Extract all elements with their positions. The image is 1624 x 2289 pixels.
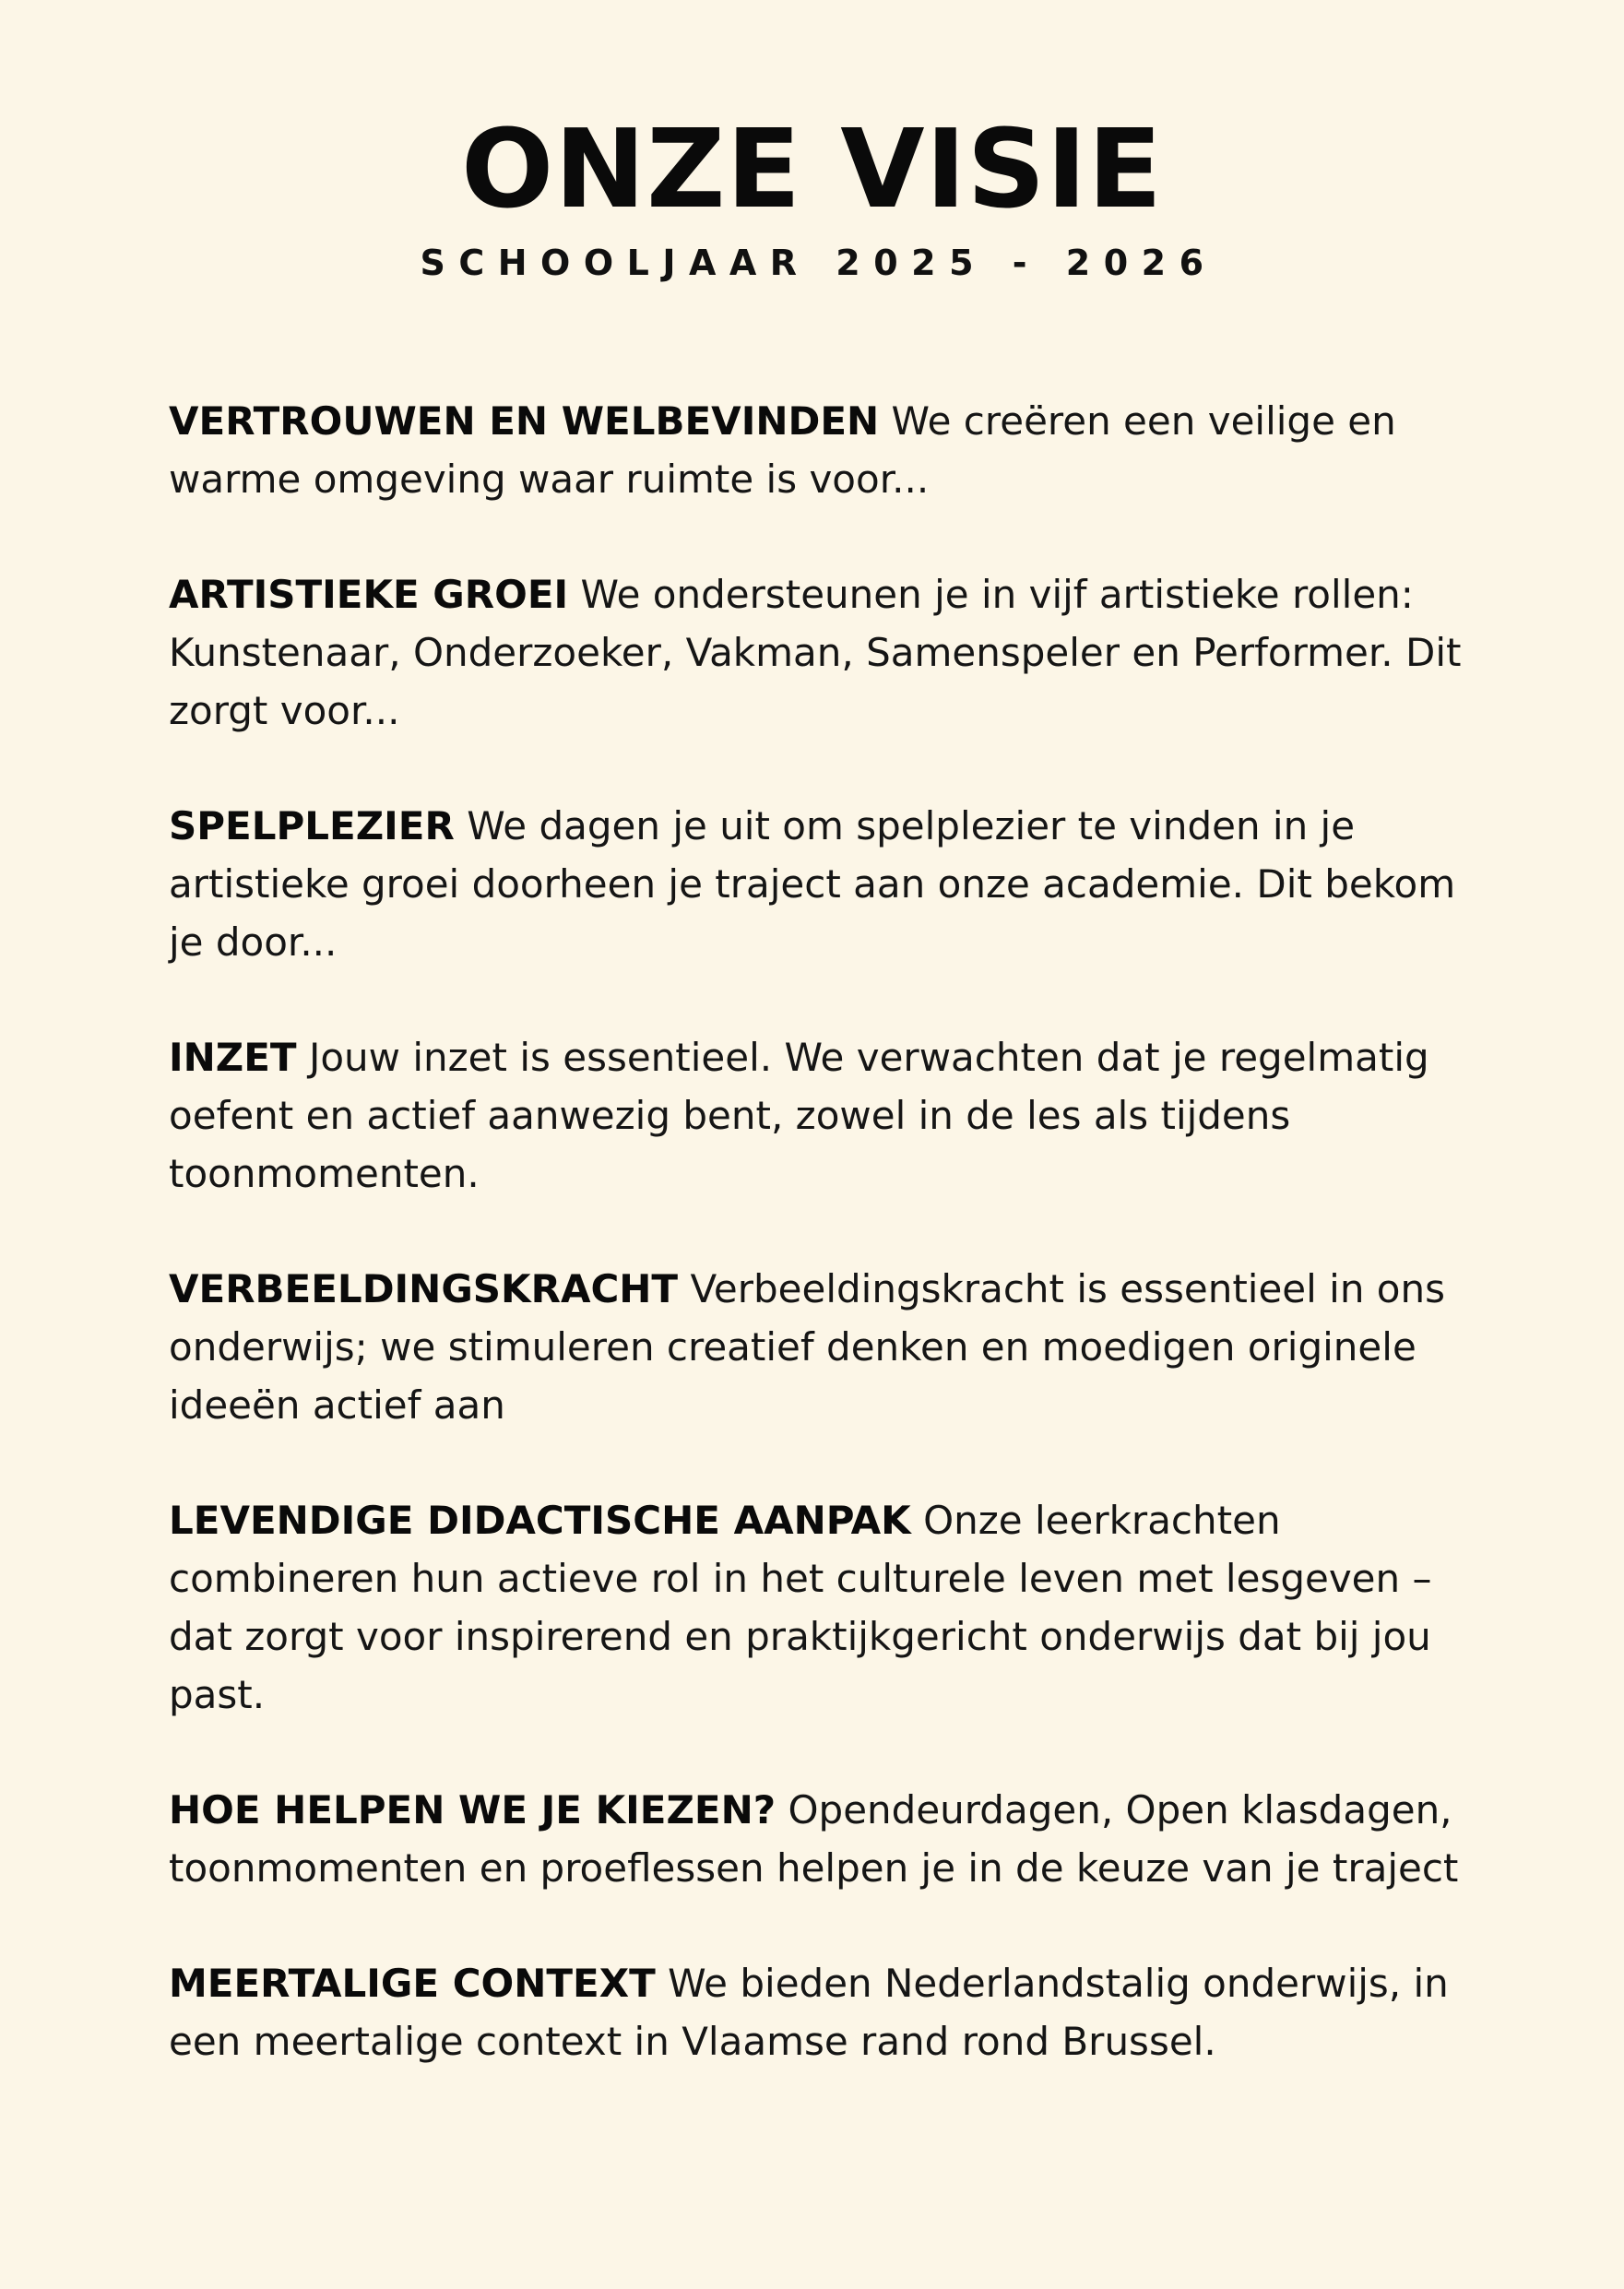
section-text: We ondersteunen je in vijf artistieke rollen: Kunstenaar, Onderzoeker, Vakman, Samenspeler en Performer. Dit zorgt voor... xyxy=(169,572,1462,733)
section-heading: ARTISTIEKE GROEI xyxy=(169,572,569,617)
section-heading: HOE HELPEN WE JE KIEZEN? xyxy=(169,1787,776,1832)
section-text: We bieden Nederlandstalig onderwijs, in een meertalige context in Vlaamse rand rond Brussel. xyxy=(169,1961,1449,2064)
section-didactische-aanpak xyxy=(169,1491,1478,1724)
section-text: Onze leerkrachten combineren hun actieve rol in het culturele leven met lesgeven – dat zorgt voor inspirerend en praktijkgericht onderwijs dat bij jou past. xyxy=(169,1498,1432,1717)
section-heading: INZET xyxy=(169,1035,297,1080)
page-title: ONZE VISIE xyxy=(460,105,1164,232)
page-subtitle: SCHOOLJAAR 2025 - 2026 xyxy=(420,243,1217,283)
section-text: Opendeurdagen, Open klasdagen, toonmomenten en proeflessen helpen je in de keuze van je traject xyxy=(169,1787,1459,1891)
section-heading: MEERTALIGE CONTEXT xyxy=(169,1961,656,2006)
page-header xyxy=(0,105,1624,286)
section-inzet xyxy=(169,1028,1478,1203)
section-text: Jouw inzet is essentieel. We verwachten dat je regelmatig oefent en actief aanwezig bent, zowel in de les als tijdens toonmomenten. xyxy=(169,1035,1429,1196)
section-kiezen xyxy=(169,1781,1478,1897)
section-spelplezier xyxy=(169,797,1478,971)
section-text: We dagen je uit om spelplezier te vinden in je artistieke groei doorheen je traject aan onze academie. Dit bekom je door... xyxy=(169,803,1456,965)
vision-list xyxy=(169,392,1478,2128)
section-text: Verbeeldingskracht is essentieel in ons onderwijs; we stimuleren creatief denken en moedigen originele ideeën actief aan xyxy=(169,1266,1446,1428)
section-meertalige-context xyxy=(169,1954,1478,2070)
section-heading: LEVENDIGE DIDACTISCHE AANPAK xyxy=(169,1498,911,1543)
section-verbeeldingskracht xyxy=(169,1260,1478,1434)
section-artistieke-groei xyxy=(169,565,1478,740)
section-heading: VERTROUWEN EN WELBEVINDEN xyxy=(169,398,880,444)
section-heading: VERBEELDINGSKRACHT xyxy=(169,1266,679,1311)
section-vertrouwen xyxy=(169,392,1478,508)
section-text: We creëren een veilige en warme omgeving waar ruimte is voor... xyxy=(169,398,1396,502)
section-heading: SPELPLEZIER xyxy=(169,803,455,848)
